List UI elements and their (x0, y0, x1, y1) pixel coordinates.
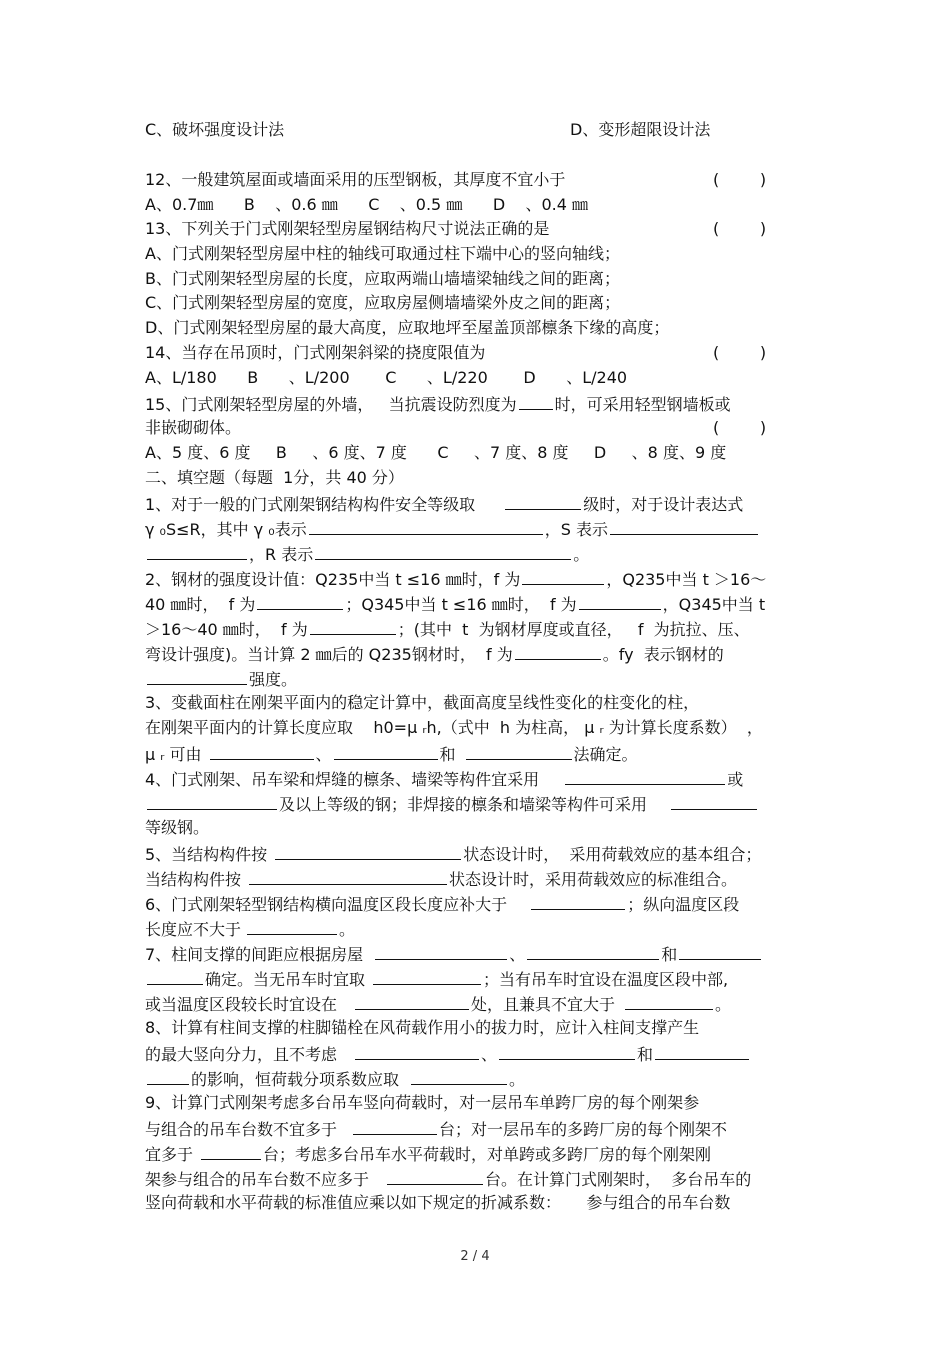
text: ，S 表示 (544, 520, 608, 539)
blank[interactable] (310, 617, 396, 635)
fill-q2-line3 (145, 617, 750, 641)
text: 。 (339, 920, 356, 939)
text: 或 (727, 770, 744, 789)
q12-answer-paren: ( ) (713, 170, 767, 189)
blank[interactable] (499, 1042, 635, 1060)
q11-option-row (145, 119, 711, 141)
q14-answer-paren: ( ) (713, 343, 767, 362)
q11-option-d: D、变形超限设计法 (570, 120, 711, 139)
text: 。 (715, 995, 732, 1014)
fill-q9-line1: 9、计算门式刚架考虑多台吊车竖向荷载时，对一层吊车单跨厂房的每个刚架参 (145, 1093, 700, 1112)
fill-q7-line2 (145, 967, 728, 991)
fill-q7-line1 (145, 942, 763, 966)
blank[interactable] (355, 992, 469, 1010)
text: 状态设计时，采用荷载效应的标准组合。 (449, 870, 738, 889)
text: 及以上等级的钢；非焊接的檩条和墙梁等构件可采用 (279, 795, 648, 814)
blank[interactable] (679, 942, 761, 960)
blank[interactable] (355, 1042, 479, 1060)
blank[interactable] (565, 767, 725, 785)
fill-q2-line4 (145, 642, 724, 666)
blank[interactable] (210, 742, 314, 760)
blank[interactable] (353, 1117, 437, 1135)
text: ，Q235中当 t ＞16～ (606, 570, 767, 589)
fill-q2-line1 (145, 567, 766, 591)
blank[interactable] (522, 567, 604, 585)
q14-options: A、L/180 B 、L/200 C 、L/220 D 、L/240 (145, 368, 628, 387)
fill-q6-line1 (145, 892, 739, 916)
text: 4、门式刚架、吊车梁和焊缝的檩条、墙梁等构件宜采用 (145, 770, 540, 789)
fill-q8-line3 (145, 1067, 525, 1091)
blank[interactable] (375, 942, 507, 960)
text: 。fy 表示钢材的 (602, 645, 724, 664)
q13-option-c: C、门式刚架轻型房屋的宽度，应取房屋侧墙墙梁外皮之间的距离； (145, 293, 621, 312)
blank[interactable] (315, 542, 571, 560)
text: 。 (509, 1070, 526, 1089)
fill-q4-line3: 等级钢。 (145, 818, 210, 837)
text: 的影响，恒荷载分项系数应取 (191, 1070, 400, 1089)
blank[interactable] (147, 792, 277, 810)
text: 弯设计强度)。当计算 2 ㎜后的 Q235钢材时， f 为 (145, 645, 513, 664)
blank[interactable] (247, 917, 337, 935)
blank[interactable] (201, 1142, 261, 1160)
blank[interactable] (527, 942, 659, 960)
blank[interactable] (147, 1067, 189, 1085)
text: 法确定。 (573, 745, 638, 764)
fill-q4-line1 (145, 767, 743, 791)
text: 强度。 (249, 670, 298, 689)
text: ＞16～40 ㎜时， f 为 (145, 620, 308, 639)
blank[interactable] (655, 1042, 749, 1060)
text: μ ᵣ 可由 (145, 745, 202, 764)
text: 2、钢材的强度设计值：Q235中当 t ≤16 ㎜时，f 为 (145, 570, 521, 589)
text: ，Q345中当 t (662, 595, 766, 614)
blank[interactable] (147, 542, 247, 560)
text: 、 (481, 1045, 498, 1064)
text: 台；对一层吊车的多跨厂房的每个刚架不 (439, 1120, 728, 1139)
blank[interactable] (411, 1067, 507, 1085)
q12-stem: 12、一般建筑屋面或墙面采用的压型钢板，其厚度不宜小于 (145, 170, 566, 189)
text: 6、门式刚架轻型钢结构横向温度区段长度应补大于 (145, 895, 508, 914)
blank[interactable] (334, 742, 438, 760)
text: 的最大竖向分力，且不考虑 (145, 1045, 338, 1064)
blank[interactable] (625, 992, 713, 1010)
text: 长度应不大于 (145, 920, 242, 939)
text: 7、柱间支撑的间距应根据房屋 (145, 945, 364, 964)
q13-option-d: D、门式刚架轻型房屋的最大高度，应取地坪至屋盖顶部檩条下缘的高度； (145, 318, 670, 337)
text: 架参与组合的吊车台数不应多于 (145, 1170, 370, 1189)
q13-option-b: B、门式刚架轻型房屋的长度，应取两端山墙墙梁轴线之间的距离； (145, 269, 620, 288)
fill-q2-line2 (145, 592, 765, 616)
text: 宜多于 (145, 1145, 194, 1164)
blank[interactable] (519, 392, 553, 410)
q15-stem (145, 392, 731, 416)
fill-q8-line2 (145, 1042, 751, 1066)
text: 5、当结构构件按 (145, 845, 268, 864)
fill-q5-line1 (145, 842, 761, 866)
text: ；当有吊车时宜设在温度区段中部, (483, 970, 729, 989)
blank[interactable] (466, 742, 572, 760)
text: 、 (315, 745, 332, 764)
q15-answer-paren: ( ) (713, 418, 767, 437)
text: 和 (439, 745, 456, 764)
text: 和 (637, 1045, 654, 1064)
section-heading: 二、填空题（每题 1分，共 40 分） (145, 468, 404, 487)
text: 台；考虑多台吊车水平荷载时，对单跨或多跨厂房的每个刚架刚 (263, 1145, 712, 1164)
blank[interactable] (579, 592, 661, 610)
text: 。 (573, 545, 590, 564)
text: 当结构构件按 (145, 870, 242, 889)
fill-q5-line2 (145, 867, 737, 891)
blank[interactable] (309, 517, 543, 535)
text: 级时，对于设计表达式 (583, 495, 744, 514)
q11-option-c: C、破坏强度设计法 (145, 120, 285, 139)
q13-stem: 13、下列关于门式刚架轻型房屋钢结构尺寸说法正确的是 (145, 219, 550, 238)
text: 、 (509, 945, 526, 964)
fill-q1-line2 (145, 517, 760, 541)
text: γ ₀S≤R，其中 γ ₀表示 (145, 520, 307, 539)
blank[interactable] (387, 1167, 483, 1185)
text: ；纵向温度区段 (627, 895, 740, 914)
fill-q1-line3 (145, 542, 589, 566)
q13-answer-paren: ( ) (713, 219, 767, 238)
text: 与组合的吊车台数不宜多于 (145, 1120, 338, 1139)
blank[interactable] (671, 792, 757, 810)
fill-q9-line5: 竖向荷载和水平荷载的标准值应乘以如下规定的折减系数： 参与组合的吊车台数 (145, 1193, 731, 1212)
fill-q2-line5 (145, 667, 297, 691)
page-number: 2 / 4 (460, 1249, 490, 1264)
fill-q7-line3 (145, 992, 731, 1016)
text: 确定。当无吊车时宜取 (205, 970, 366, 989)
blank[interactable] (147, 967, 203, 985)
fill-q9-line3 (145, 1142, 711, 1166)
text: 和 (661, 945, 678, 964)
fill-q3-line3 (145, 742, 638, 766)
blank[interactable] (505, 492, 581, 510)
q15-stem-cont: 非嵌砌砌体。 (145, 418, 242, 437)
blank[interactable] (610, 517, 758, 535)
text: 1、对于一般的门式刚架钢结构构件安全等级取 (145, 495, 476, 514)
q14-stem: 14、当存在吊顶时，门式刚架斜梁的挠度限值为 (145, 343, 486, 362)
blank[interactable] (373, 967, 481, 985)
q13-option-a: A、门式刚架轻型房屋中柱的轴线可取通过柱下端中心的竖向轴线； (145, 244, 620, 263)
blank[interactable] (275, 842, 461, 860)
fill-q4-line2 (145, 792, 759, 816)
blank[interactable] (515, 642, 601, 660)
fill-q9-line4 (145, 1167, 751, 1191)
fill-q3-line2: 在刚架平面内的计算长度应取 h0=μ ᵣh,（式中 h 为柱高， μ ᵣ 为计算长度系数） ， (145, 718, 763, 737)
blank[interactable] (249, 867, 447, 885)
fill-q6-line2 (145, 917, 355, 941)
text: 40 ㎜时， f 为 (145, 595, 256, 614)
fill-q9-line2 (145, 1117, 727, 1141)
fill-q8-line1: 8、计算有柱间支撑的柱脚锚栓在风荷载作用小的拔力时，应计入柱间支撑产生 (145, 1018, 700, 1037)
text: 状态设计时， 采用荷载效应的基本组合； (463, 845, 762, 864)
text: 处，且兼具不宜大于 (471, 995, 616, 1014)
q12-options: A、0.7㎜ B 、0.6 ㎜ C 、0.5 ㎜ D 、0.4 ㎜ (145, 195, 589, 214)
text: 或当温度区段较长时宜设在 (145, 995, 338, 1014)
q15-stem-part1: 15、门式刚架轻型房屋的外墙， 当抗震设防烈度为 (145, 395, 517, 414)
fill-q3-line1: 3、变截面柱在刚架平面内的稳定计算中，截面高度呈线性变化的柱变化的柱， (145, 693, 700, 712)
q15-options: A、5 度、6 度 B 、6 度、7 度 C 、7 度、8 度 D 、8 度、9 度 (145, 443, 727, 462)
text: ；(其中 t 为钢材厚度或直径， f 为抗拉、压、 (397, 620, 750, 639)
text: ；Q345中当 t ≤16 ㎜时， f 为 (345, 595, 577, 614)
blank[interactable] (531, 892, 625, 910)
text: 台。在计算门式刚架时， 多台吊车的 (485, 1170, 752, 1189)
blank[interactable] (257, 592, 343, 610)
fill-q1-line1 (145, 492, 743, 516)
text: ，R 表示 (249, 545, 314, 564)
blank[interactable] (147, 667, 247, 685)
q15-stem-part2: 时，可采用轻型钢墙板或 (554, 395, 731, 414)
